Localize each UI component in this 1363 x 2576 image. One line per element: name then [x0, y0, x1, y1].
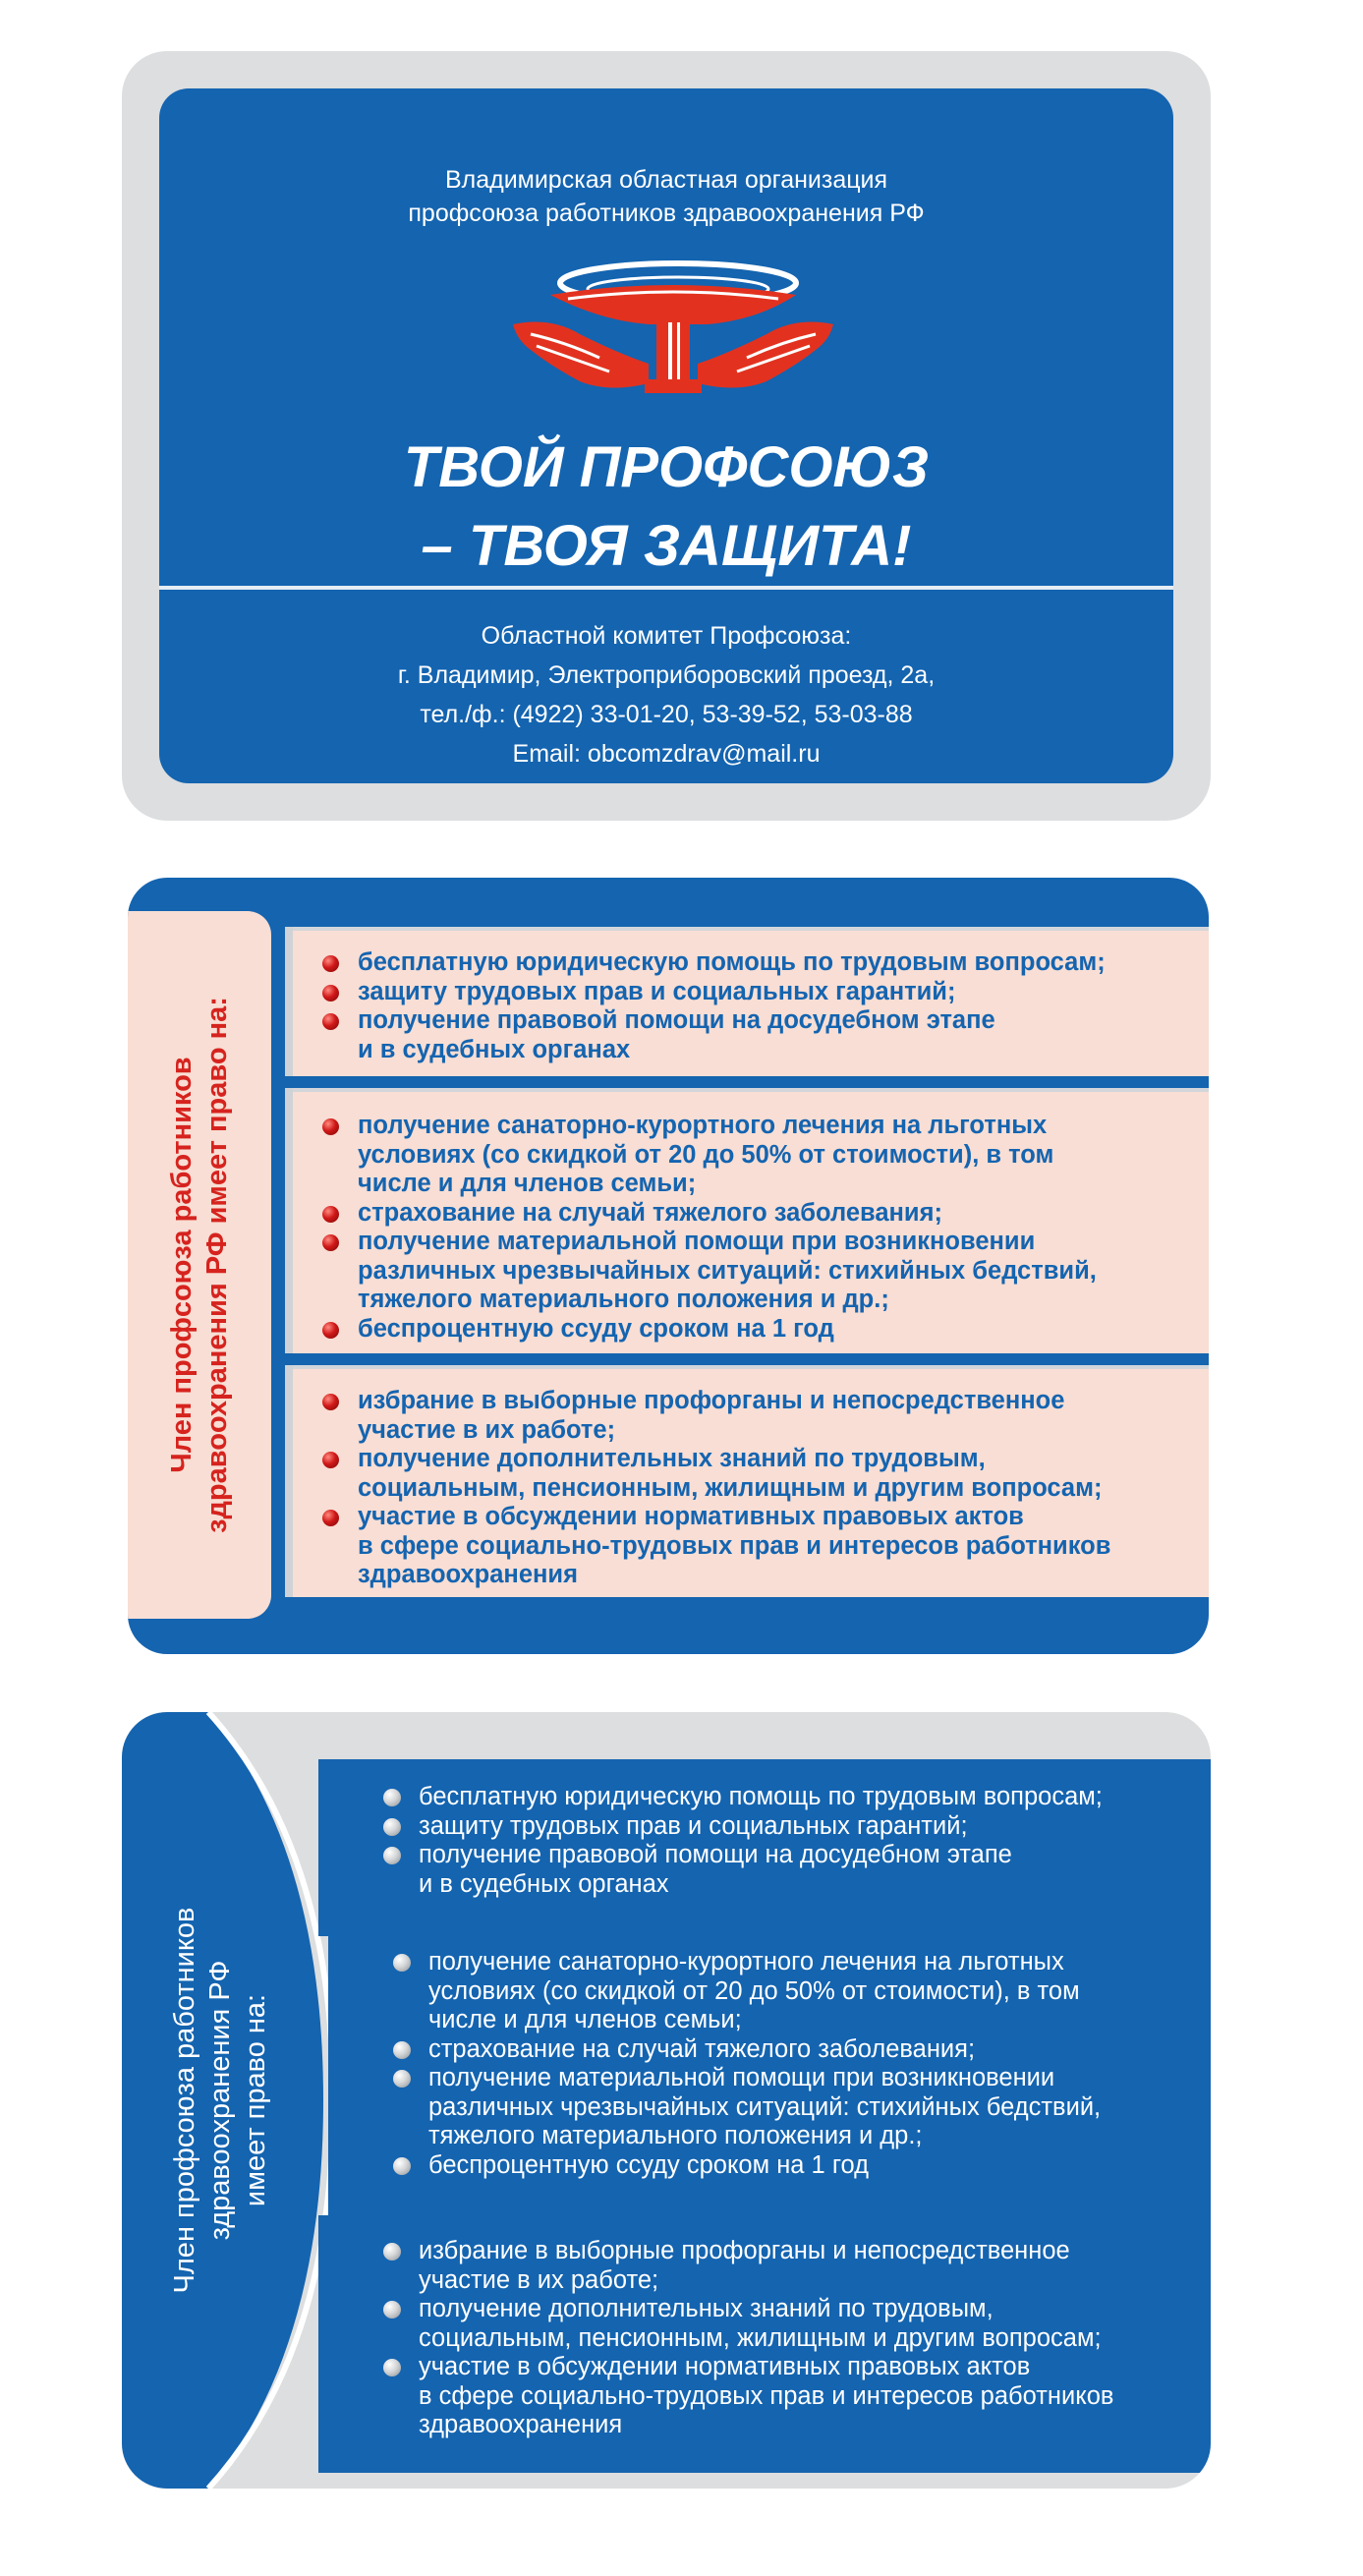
bullet-icon: [383, 2359, 401, 2376]
union-card-front: [122, 51, 1211, 821]
rights-card-dark: [122, 1712, 1211, 2489]
list-item: беспроцентную ссуду сроком на 1 год: [328, 2151, 1211, 2181]
rights-side-title-line-1: Член профсоюза работников: [166, 1057, 198, 1473]
rights-side-panel: [128, 911, 271, 1619]
rights-group-participation: [318, 2215, 1211, 2473]
contact-committee: Областной комитет Профсоюза:: [481, 622, 852, 650]
org-name-line-1: Владимирская областная организация: [444, 166, 888, 194]
list-item: бесплатную юридическую помощь по трудовым вопросам;: [318, 1783, 1211, 1812]
bullet-icon: [322, 1510, 339, 1526]
list-item: защиту трудовых прав и социальных гарантий;: [293, 978, 1209, 1007]
list-item: получение санаторно-курортного лечения на льготных условиях (со скидкой от 20 до 50% от стоимости), в том числе и для членов семьи;: [293, 1112, 1209, 1199]
bullet-icon: [393, 2041, 411, 2059]
bullet-icon: [322, 1234, 339, 1251]
list-item: защиту трудовых прав и социальных гарантий;: [318, 1812, 1211, 1842]
rights-group-legal: [318, 1759, 1211, 1936]
bullet-icon: [393, 2070, 411, 2088]
slogan-line-1: ТВОЙ ПРОФСОЮЗ: [403, 435, 930, 499]
rights-group-legal: [285, 927, 1209, 1076]
bullet-icon: [322, 1322, 339, 1339]
bullet-icon: [322, 1118, 339, 1135]
bullet-icon: [383, 1818, 401, 1836]
rights-group-participation: [285, 1365, 1209, 1597]
contact-phone: тел./ф.: (4922) 33-01-20, 53-39-52, 53-03-88: [420, 701, 913, 728]
rights-card-light: [128, 878, 1209, 1654]
list-item: получение правовой помощи на досудебном этапе и в судебных органах: [293, 1006, 1209, 1064]
rights-side-title: [164, 921, 235, 1609]
list-item: участие в обсуждении нормативных правовых актов в сфере социально-трудовых прав и интересов работников здравоохранения: [293, 1503, 1209, 1590]
list-item: страхование на случай тяжелого заболевания;: [328, 2035, 1211, 2065]
list-item: получение материальной помощи при возникновении различных чрезвычайных ситуаций: стихийных бедствий, тяжелого материального положения и др.;: [328, 2064, 1211, 2151]
contact-email: Email: obcomzdrav@mail.ru: [512, 740, 821, 768]
slogan-line-2: – ТВОЯ ЗАЩИТА!: [421, 514, 912, 578]
list-item: участие в обсуждении нормативных правовых актов в сфере социально-трудовых прав и интересов работников здравоохранения: [318, 2353, 1211, 2440]
list-item: бесплатную юридическую помощь по трудовым вопросам;: [293, 948, 1209, 978]
bullet-icon: [383, 1789, 401, 1806]
bullet-icon: [322, 1394, 339, 1410]
bullet-icon: [383, 2243, 401, 2261]
rights-side-title-line-2: здравоохранения РФ имеет право на:: [201, 997, 233, 1533]
list-item: получение дополнительных знаний по трудовым, социальным, пенсионным, жилищным и другим вопросам;: [318, 2295, 1211, 2353]
bullet-icon: [322, 955, 339, 972]
rights-side-title-line-1: Член профсоюза работников: [169, 1907, 200, 2294]
card-front-panel: [159, 88, 1173, 783]
bullet-icon: [322, 1206, 339, 1223]
bullet-icon: [322, 985, 339, 1002]
rights-side-title-line-2: здравоохранения РФ: [204, 1960, 236, 2241]
divider: [159, 586, 1173, 590]
union-emblem-hands-cup-icon: [511, 256, 835, 403]
contact-address: г. Владимир, Электроприборовский проезд, 2а,: [397, 661, 936, 689]
list-item: получение материальной помощи при возникновении различных чрезвычайных ситуаций: стихийных бедствий, тяжелого материального положения и др.;: [293, 1228, 1209, 1315]
list-item: получение санаторно-курортного лечения на льготных условиях (со скидкой от 20 до 50% от стоимости), в том числе и для членов семьи;: [328, 1948, 1211, 2035]
list-item: страхование на случай тяжелого заболевания;: [293, 1199, 1209, 1229]
bullet-icon: [383, 2301, 401, 2318]
list-item: получение дополнительных знаний по трудовым, социальным, пенсионным, жилищным и другим вопросам;: [293, 1445, 1209, 1503]
rights-side-title: [167, 1756, 273, 2444]
list-item: беспроцентную ссуду сроком на 1 год: [293, 1315, 1209, 1345]
list-item: избрание в выборные профорганы и непосредственное участие в их работе;: [318, 2237, 1211, 2295]
bullet-icon: [322, 1452, 339, 1468]
list-item: избрание в выборные профорганы и непосредственное участие в их работе;: [293, 1387, 1209, 1445]
rights-side-title-line-3: имеет право на:: [240, 1993, 271, 2207]
bullet-icon: [393, 1954, 411, 1972]
list-item: получение правовой помощи на досудебном этапе и в судебных органах: [318, 1841, 1211, 1899]
bullet-icon: [383, 1847, 401, 1864]
rights-group-social: [328, 1924, 1211, 2227]
org-name-line-2: профсоюза работников здравоохранения РФ: [408, 200, 925, 227]
rights-group-social: [285, 1088, 1209, 1353]
bullet-icon: [393, 2157, 411, 2175]
bullet-icon: [322, 1013, 339, 1030]
